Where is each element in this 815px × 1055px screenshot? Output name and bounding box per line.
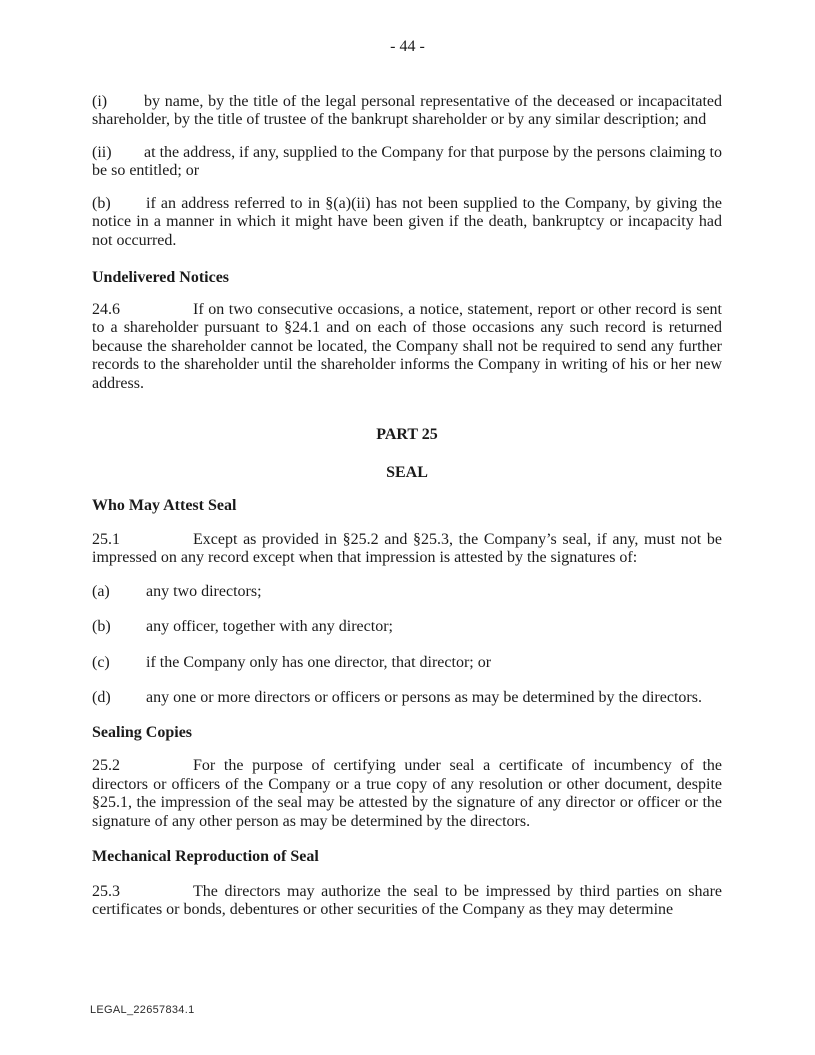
list-item-a-text: any two directors;: [146, 582, 262, 600]
section-25-1-text: Except as provided in §25.2 and §25.3, the Company’s seal, if any, must not be impressed on any record except when that impression is attested by the signatures of:: [92, 530, 722, 566]
clause-a-i-marker: (i): [92, 92, 108, 110]
clause-b-text: if an address referred to in §(a)(ii) has not been supplied to the Company, by giving the notice in a manner in which it might have been given if the death, bankruptcy or incapacity had not occurred.: [92, 194, 722, 249]
list-item-b: [92, 618, 722, 637]
list-item-c-text: if the Company only has one director, that director; or: [146, 653, 492, 671]
heading-undelivered-notices: Undelivered Notices: [92, 269, 230, 286]
list-item-b-text: any officer, together with any director;: [146, 618, 393, 635]
part-25-subtitle: SEAL: [386, 463, 428, 481]
list-item-b-marker: (b): [92, 618, 111, 635]
section-25-1: [92, 531, 722, 568]
heading-mechanical-reproduction: Mechanical Reproduction of Seal: [92, 848, 319, 865]
page-number: - 44 -: [390, 38, 425, 55]
clause-b-marker: (b): [92, 194, 111, 212]
section-25-1-number: 25.1: [92, 530, 120, 548]
section-25-3-number: 25.3: [92, 882, 120, 900]
part-25-title: PART 25: [376, 426, 438, 443]
document-reference-number: LEGAL_22657834.1: [90, 1004, 195, 1016]
document-body: [92, 93, 722, 920]
list-item-d-marker: (d): [92, 689, 111, 706]
section-25-3: [92, 883, 722, 920]
section-25-2-text: For the purpose of certifying under seal a certificate of incumbency of the directors or officers of the Company or a true copy of any resolution or other document, despite §25.1, the impression of the seal may be attested by the signature of any director or officer or the signature of any other person as may be determined by the directors.: [92, 757, 722, 830]
section-24-6: [92, 301, 722, 394]
list-item-c-marker: (c): [92, 653, 110, 671]
list-item-a-marker: (a): [92, 582, 110, 600]
section-25-2-number: 25.2: [92, 757, 120, 774]
list-item-c: [92, 654, 722, 673]
clause-a-ii-text: at the address, if any, supplied to the Company for that purpose by the persons claiming to be so entitled; or: [92, 143, 722, 179]
clause-a-i: [92, 93, 722, 130]
clause-a-ii-marker: (ii): [92, 143, 112, 161]
clause-b: [92, 195, 722, 251]
list-item-a: [92, 583, 722, 602]
section-24-6-text: If on two consecutive occasions, a notice, statement, report or other record is sent to a shareholder pursuant to §24.1 and on each of those occasions any such record is returned because the shareholder cannot be located, the Company shall not be required to send any further records to the shareholder until the shareholder informs the Company in writing of his or her new address.: [92, 300, 722, 392]
clause-a-i-text: by name, by the title of the legal personal representative of the deceased or incapacitated shareholder, by the title of trustee of the bankrupt shareholder or by any similar description; and: [92, 92, 722, 128]
section-25-2: [92, 757, 722, 831]
section-24-6-number: 24.6: [92, 300, 120, 318]
list-item-d-text: any one or more directors or officers or persons as may be determined by the directors.: [146, 689, 702, 706]
list-item-d: [92, 689, 722, 708]
section-25-3-text: The directors may authorize the seal to be impressed by third parties on share certificates or bonds, debentures or other securities of the Company as they may determine: [92, 882, 722, 918]
heading-sealing-copies: Sealing Copies: [92, 723, 193, 741]
heading-who-may-attest-seal: Who May Attest Seal: [92, 497, 237, 514]
clause-a-ii: [92, 144, 722, 181]
